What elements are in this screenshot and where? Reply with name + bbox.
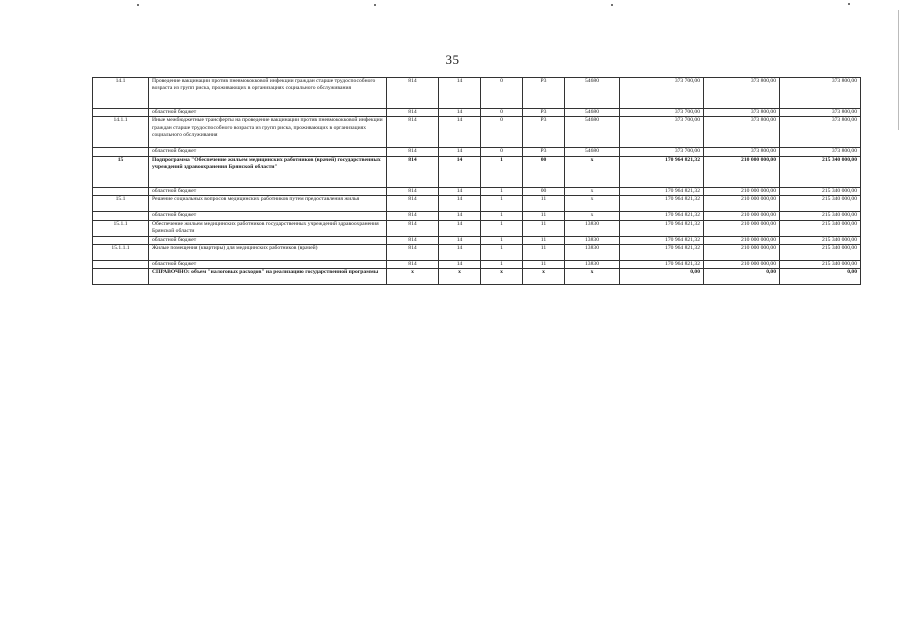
table-row xyxy=(93,187,861,195)
row-section-code: 14 xyxy=(439,196,481,212)
row-section-code: 14 xyxy=(439,236,481,244)
row-section-code: 14 xyxy=(439,245,481,261)
row-name: областной бюджет xyxy=(149,236,387,244)
row-amount-year-3: 215 340 000,00 xyxy=(780,261,861,269)
row-admin-code: х xyxy=(387,269,439,285)
row-code xyxy=(93,187,149,195)
table-row xyxy=(93,236,861,244)
row-target-code: 00 xyxy=(523,156,565,187)
row-expense-code: 54680 xyxy=(565,148,620,156)
row-expense-code: х xyxy=(565,212,620,220)
row-amount-year-2: 373 800,00 xyxy=(704,117,780,148)
row-amount-year-3: 373 800,00 xyxy=(780,78,861,109)
row-subsection-code: 0 xyxy=(481,117,523,148)
row-subsection-code: 1 xyxy=(481,156,523,187)
row-subsection-code: 1 xyxy=(481,261,523,269)
row-subsection-code: 0 xyxy=(481,78,523,109)
row-name: областной бюджет xyxy=(149,109,387,117)
row-target-code: P3 xyxy=(523,148,565,156)
row-subsection-code: 1 xyxy=(481,236,523,244)
row-target-code: P3 xyxy=(523,109,565,117)
table-row xyxy=(93,220,861,236)
row-amount-year-2: 373 800,00 xyxy=(704,148,780,156)
row-expense-code: 13830 xyxy=(565,245,620,261)
row-name: Решение социальных вопросов медицинских работников путем предоставления жилья xyxy=(149,196,387,212)
row-amount-year-2: 210 000 000,00 xyxy=(704,156,780,187)
row-code xyxy=(93,269,149,285)
row-code xyxy=(93,148,149,156)
row-name: областной бюджет xyxy=(149,187,387,195)
row-amount-year-1: 373 700,00 xyxy=(620,148,704,156)
row-amount-year-3: 215 340 000,00 xyxy=(780,196,861,212)
row-code xyxy=(93,236,149,244)
row-name: областной бюджет xyxy=(149,148,387,156)
row-amount-year-1: 170 964 821,32 xyxy=(620,156,704,187)
table-body xyxy=(93,78,861,285)
row-name: Проведение вакцинации против пневмококковой инфекции граждан старше трудоспособного возраста из групп риска, проживающих в организациях социального обслуживания xyxy=(149,78,387,109)
row-code xyxy=(93,261,149,269)
row-amount-year-1: 170 964 821,32 xyxy=(620,261,704,269)
row-amount-year-2: 0,00 xyxy=(704,269,780,285)
row-section-code: 14 xyxy=(439,187,481,195)
table-row xyxy=(93,212,861,220)
row-admin-code: 814 xyxy=(387,236,439,244)
row-code: 15 xyxy=(93,156,149,187)
row-amount-year-2: 210 000 000,00 xyxy=(704,261,780,269)
row-expense-code: 54680 xyxy=(565,117,620,148)
row-amount-year-2: 210 000 000,00 xyxy=(704,212,780,220)
row-subsection-code: 1 xyxy=(481,220,523,236)
table-row xyxy=(93,269,861,285)
row-amount-year-1: 170 964 821,32 xyxy=(620,236,704,244)
row-amount-year-3: 0,00 xyxy=(780,269,861,285)
table-row xyxy=(93,156,861,187)
row-amount-year-3: 373 800,00 xyxy=(780,117,861,148)
row-subsection-code: 1 xyxy=(481,212,523,220)
row-code: 15.1 xyxy=(93,196,149,212)
row-admin-code: 814 xyxy=(387,261,439,269)
row-subsection-code: 1 xyxy=(481,187,523,195)
row-amount-year-2: 373 800,00 xyxy=(704,109,780,117)
row-subsection-code: 0 xyxy=(481,148,523,156)
row-amount-year-2: 210 000 000,00 xyxy=(704,220,780,236)
row-expense-code: 13830 xyxy=(565,261,620,269)
row-name: областной бюджет xyxy=(149,261,387,269)
row-amount-year-3: 215 340 000,00 xyxy=(780,212,861,220)
row-amount-year-2: 210 000 000,00 xyxy=(704,236,780,244)
row-amount-year-1: 373 700,00 xyxy=(620,117,704,148)
row-target-code: х xyxy=(523,269,565,285)
table-row xyxy=(93,109,861,117)
row-name: Иные межбюджетные трансферты на проведение вакцинации против пневмококковой инфекции граждан старше трудоспособного возраста из групп риска, проживающих в организациях социального обслуживания xyxy=(149,117,387,148)
row-expense-code: 13830 xyxy=(565,236,620,244)
row-amount-year-2: 210 000 000,00 xyxy=(704,196,780,212)
row-code: 15.1.1 xyxy=(93,220,149,236)
row-amount-year-1: 373 700,00 xyxy=(620,109,704,117)
row-amount-year-1: 170 964 821,32 xyxy=(620,187,704,195)
row-admin-code: 814 xyxy=(387,78,439,109)
row-target-code: 00 xyxy=(523,187,565,195)
row-name: Обеспечение жильем медицинских работников государственных учреждений здравоохранения Брянской области xyxy=(149,220,387,236)
row-amount-year-2: 210 000 000,00 xyxy=(704,187,780,195)
row-name: Жилые помещения (квартиры) для медицинских работников (врачей) xyxy=(149,245,387,261)
table-row xyxy=(93,245,861,261)
page-number: 35 xyxy=(445,52,460,67)
row-section-code: 14 xyxy=(439,220,481,236)
row-section-code: 14 xyxy=(439,212,481,220)
row-section-code: 14 xyxy=(439,117,481,148)
row-amount-year-1: 170 964 821,32 xyxy=(620,212,704,220)
row-admin-code: 814 xyxy=(387,109,439,117)
row-expense-code: 54680 xyxy=(565,78,620,109)
row-target-code: 11 xyxy=(523,261,565,269)
row-admin-code: 814 xyxy=(387,156,439,187)
row-amount-year-3: 215 340 000,00 xyxy=(780,156,861,187)
row-amount-year-3: 215 340 000,00 xyxy=(780,236,861,244)
row-code: 14.1.1 xyxy=(93,117,149,148)
row-section-code: х xyxy=(439,269,481,285)
row-section-code: 14 xyxy=(439,148,481,156)
row-section-code: 14 xyxy=(439,261,481,269)
table-row xyxy=(93,78,861,109)
row-subsection-code: х xyxy=(481,269,523,285)
row-code: 15.1.1.1 xyxy=(93,245,149,261)
row-code xyxy=(93,109,149,117)
row-name: Подпрограмма "Обеспечение жильем медицинских работников (врачей) государственных учреждений здравоохранения Брянской области" xyxy=(149,156,387,187)
row-expense-code: 13830 xyxy=(565,220,620,236)
row-expense-code: 54680 xyxy=(565,109,620,117)
row-target-code: 11 xyxy=(523,236,565,244)
row-code: 14.1 xyxy=(93,78,149,109)
row-admin-code: 814 xyxy=(387,148,439,156)
row-admin-code: 814 xyxy=(387,117,439,148)
table-row xyxy=(93,148,861,156)
row-admin-code: 814 xyxy=(387,212,439,220)
row-subsection-code: 0 xyxy=(481,109,523,117)
row-admin-code: 814 xyxy=(387,220,439,236)
row-expense-code: х xyxy=(565,269,620,285)
budget-table xyxy=(92,77,861,285)
row-admin-code: 814 xyxy=(387,245,439,261)
row-code xyxy=(93,212,149,220)
row-amount-year-3: 215 340 000,00 xyxy=(780,220,861,236)
row-target-code: 11 xyxy=(523,196,565,212)
row-amount-year-1: 170 964 821,32 xyxy=(620,220,704,236)
row-target-code: 11 xyxy=(523,220,565,236)
row-amount-year-3: 215 340 000,00 xyxy=(780,245,861,261)
row-subsection-code: 1 xyxy=(481,196,523,212)
row-amount-year-3: 373 800,00 xyxy=(780,148,861,156)
row-target-code: 11 xyxy=(523,212,565,220)
table-row xyxy=(93,117,861,148)
row-amount-year-1: 170 964 821,32 xyxy=(620,245,704,261)
row-amount-year-2: 373 800,00 xyxy=(704,78,780,109)
row-target-code: P3 xyxy=(523,117,565,148)
row-amount-year-1: 170 964 821,32 xyxy=(620,196,704,212)
row-name: областной бюджет xyxy=(149,212,387,220)
row-amount-year-2: 210 000 000,00 xyxy=(704,245,780,261)
row-amount-year-1: 373 700,00 xyxy=(620,78,704,109)
row-subsection-code: 1 xyxy=(481,245,523,261)
row-amount-year-3: 215 340 000,00 xyxy=(780,187,861,195)
row-expense-code: х xyxy=(565,196,620,212)
row-section-code: 14 xyxy=(439,78,481,109)
row-amount-year-3: 373 800,00 xyxy=(780,109,861,117)
row-expense-code: х xyxy=(565,187,620,195)
row-name: СПРАВОЧНО: объем "налоговых расходов" на реализацию государственной программы xyxy=(149,269,387,285)
row-admin-code: 814 xyxy=(387,187,439,195)
row-section-code: 14 xyxy=(439,109,481,117)
row-section-code: 14 xyxy=(439,156,481,187)
table-row xyxy=(93,261,861,269)
row-admin-code: 814 xyxy=(387,196,439,212)
row-target-code: P3 xyxy=(523,78,565,109)
row-target-code: 11 xyxy=(523,245,565,261)
row-expense-code: х xyxy=(565,156,620,187)
row-amount-year-1: 0,00 xyxy=(620,269,704,285)
table-row xyxy=(93,196,861,212)
